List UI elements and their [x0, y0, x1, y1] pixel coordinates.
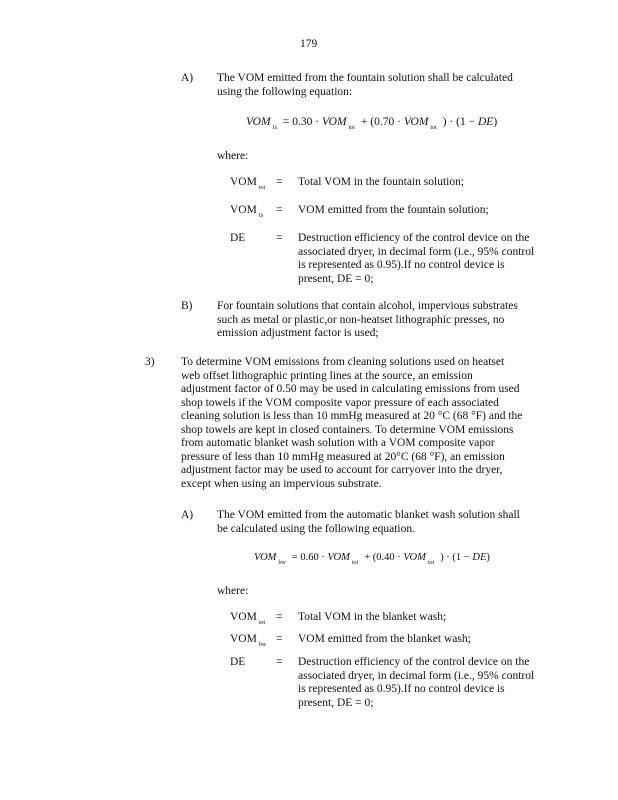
section-3-text: To determine VOM emissions from cleaning solutions used on heatset web offset lithographic printing lines at the source, an emission adjustment factor of 0.50 may be used in calculating emissions from used shop towels if the VOM composite vapor pressure of each associated cleaning solution is less than 10 mmHg measured at 20 °C (68 °F) and the shop towels are kept in closed containers. To determine VOM emissions from automatic blanket wash solution with a VOM composite vapor pressure of less than 10 mmHg measured at 20°C (68 °F), an emission adjustment factor may be used to account for carryover into the dryer, except when using an impervious substrate.: [181, 356, 523, 490]
eq1-term2: + (0.70 ·: [360, 116, 404, 128]
eq1-close: ): [493, 116, 498, 128]
eq2-term1: = 0.60 ·: [291, 552, 328, 563]
def1-term-de: DE: [230, 232, 246, 244]
section-3-label: 3): [145, 356, 155, 368]
section-a2-label: A): [181, 509, 194, 521]
eq2-var1: VOM: [327, 552, 350, 563]
eq2-lhs: VOM: [254, 552, 277, 563]
def2-term-vom-tot: VOM $_{tot}$: [230, 611, 266, 626]
eq1-var2-sub: tot: [430, 125, 437, 131]
section-b1-text: For fountain solutions that contain alcohol, impervious substrates such as metal or plastic,or non-heatset lithographic presses, no emission adjustment factor is used;: [217, 300, 518, 339]
equation-fountain: [246, 116, 498, 131]
eq2-var2: VOM: [403, 552, 426, 563]
def1-equals: =: [276, 204, 283, 216]
eq1-lhs-sub: fs: [272, 125, 277, 131]
page-number: 179: [300, 38, 318, 50]
def2-text-vom-tot: Total VOM in the blanket wash;: [298, 611, 447, 623]
def1-text-vom-fs: VOM emitted from the fountain solution;: [298, 204, 489, 216]
eq1-lhs: VOM: [246, 116, 271, 128]
where-label-1: where:: [217, 150, 249, 162]
eq2-var1-sub: tot: [351, 560, 359, 566]
eq1-var1-sub: tot: [348, 125, 355, 131]
section-a2-text: The VOM emitted from the automatic blanket wash solution shall be calculated using the following equation.: [217, 509, 520, 535]
eq1-term1: = 0.30 ·: [282, 116, 322, 128]
eq2-term2: + (0.40 ·: [364, 552, 404, 563]
section-a1-text: [217, 72, 519, 99]
def2-term-vom-bw: VOM $_{bw}$: [230, 633, 267, 648]
def1-text-vom-tot: Total VOM in the fountain solution;: [298, 176, 465, 188]
eq1-var2: VOM: [403, 116, 429, 128]
def1-text-de: Destruction efficiency of the control device on the associated dryer, in decimal form (i.e., 95% control is represented as 0.95).If no control device is present, DE = 0;: [298, 232, 535, 285]
section-b1-label: B): [181, 300, 193, 312]
section-a1-label: A): [181, 72, 194, 84]
eq2-var2-sub: tot: [427, 560, 435, 566]
def1-term-vom-tot: VOM $_{tot}$: [230, 176, 266, 191]
equation-blanket-wash: [254, 552, 490, 566]
def2-equals: =: [276, 633, 283, 645]
def2-equals: =: [276, 611, 283, 623]
def2-term-de: DE: [230, 656, 246, 668]
where-label-2: where:: [217, 585, 249, 597]
eq2-de: DE: [472, 552, 487, 563]
eq1-de: DE: [477, 116, 494, 128]
eq1-term3: ) · (1 −: [442, 116, 478, 128]
def1-term-vom-fs: VOM $_{fs}$: [230, 204, 264, 219]
section-a1-line: The VOM emitted from the fountain solution shall be calculated: [217, 72, 513, 84]
section-a1-line: using the following equation:: [217, 85, 353, 98]
eq1-var1: VOM: [322, 116, 347, 128]
def1-equals: =: [276, 176, 283, 188]
eq2-term3: ) · (1 −: [440, 552, 473, 563]
eq2-close: ): [486, 552, 490, 563]
def2-text-vom-bw: VOM emitted from the blanket wash;: [298, 633, 471, 645]
def2-equals: =: [276, 656, 283, 668]
eq2-lhs-sub: bw: [278, 560, 286, 566]
def2-text-de: Destruction efficiency of the control device on the associated dryer, in decimal form (i.e., 95% control is represented as 0.95).If no control device is present, DE = 0;: [298, 656, 535, 709]
def1-equals: =: [276, 232, 283, 244]
